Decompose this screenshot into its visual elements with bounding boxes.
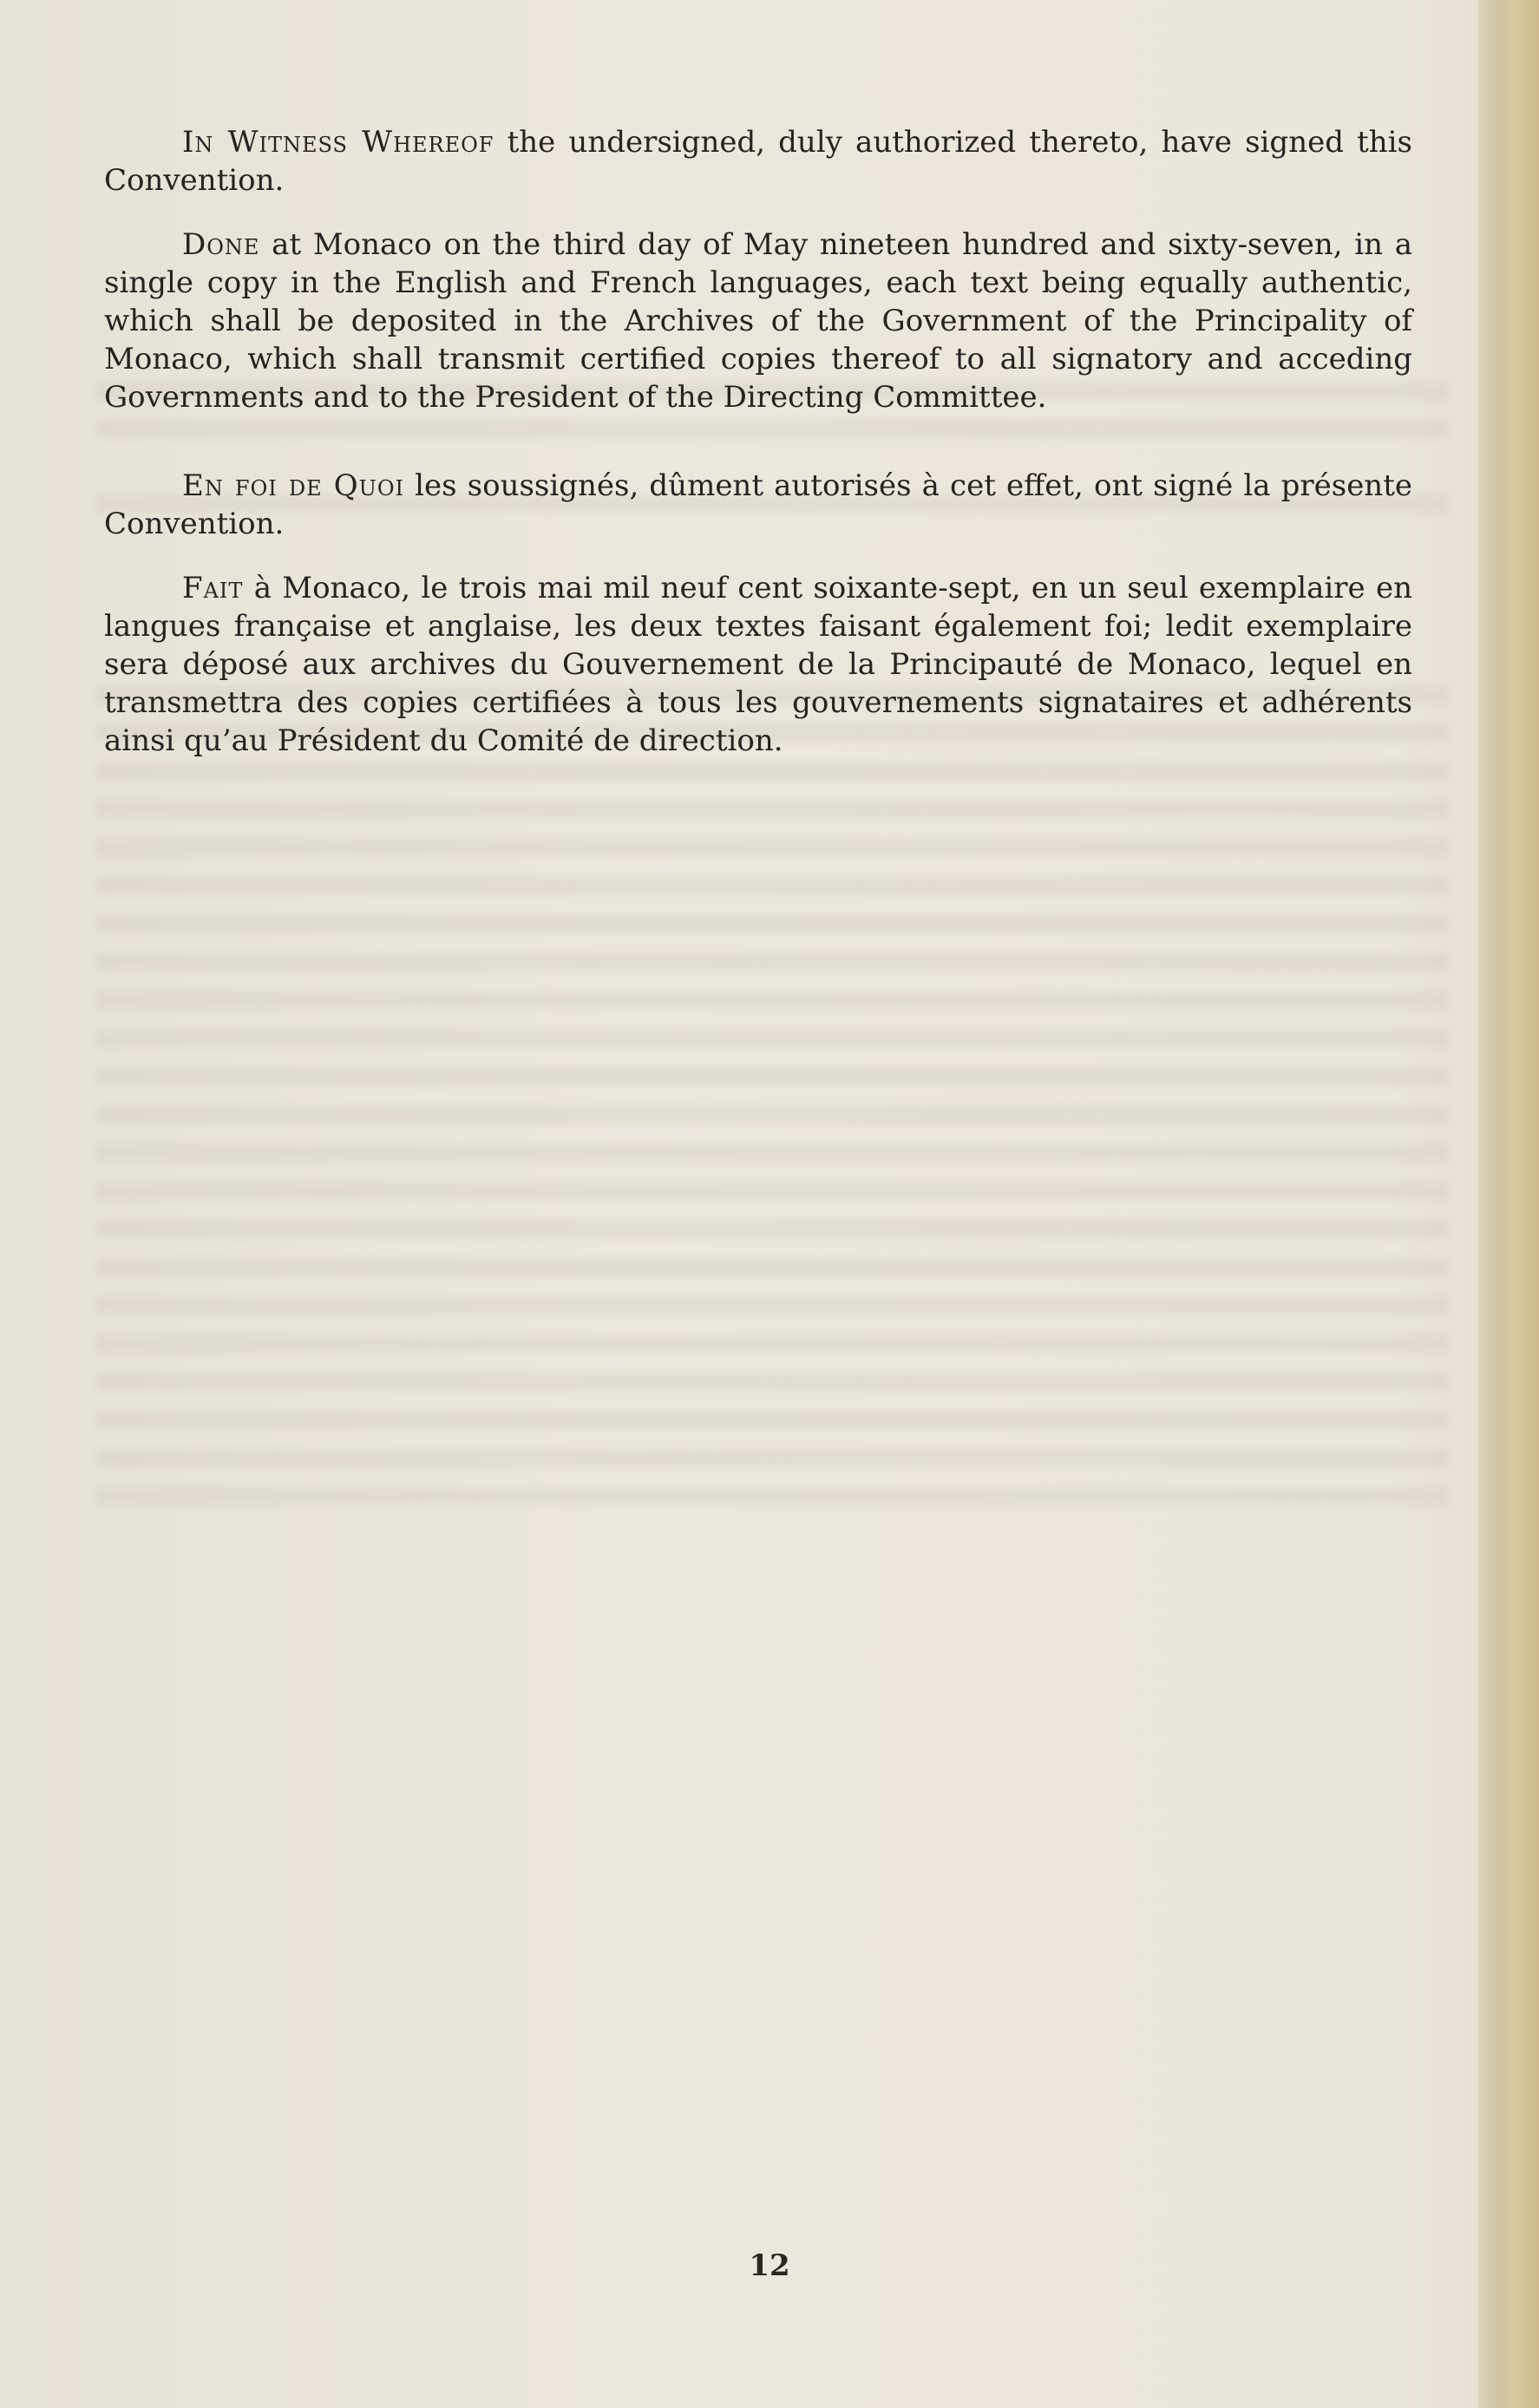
paragraph-lead: Fait <box>182 571 244 605</box>
paragraph-text: at Monaco on the third day of May nineteen hundred and sixty-seven, in a single copy in the English and French languages, each text being equally authentic, which shall be deposited in the Archives of the Government of the Principality of Monaco, which shall transmit certified copies thereof to all signatory and acceding Governments and to the President of the Directing Committee. <box>104 227 1412 415</box>
paragraph-lead: En foi de Quoi <box>182 468 404 503</box>
paragraph-lead: In Witness Whereof <box>182 125 494 160</box>
paragraph-lead: Done <box>182 227 260 262</box>
page-binding-edge <box>1478 0 1539 2408</box>
paragraph-text: les soussignés, dûment autorisés à cet effet, ont signé la présente Convention. <box>104 468 1412 541</box>
paragraph-text: the undersigned, duly authorized thereto, have signed this Convention. <box>104 125 1412 198</box>
document-body <box>104 123 1412 760</box>
paragraph-french-fait <box>104 569 1412 760</box>
paragraph-french-en-foi <box>104 467 1412 543</box>
paragraph-text: à Monaco, le trois mai mil neuf cent soixante-sept, en un seul exemplaire en langues française et anglaise, les deux textes faisant également foi; ledit exemplaire sera déposé aux archives du Gouvernement de la Principauté de Monaco, lequel en transmettra des copies certifiées à tous les gouvernements signataires et adhérents ainsi qu’au Président du Comité de direction. <box>104 571 1412 758</box>
paragraph-english-done <box>104 226 1412 416</box>
paragraph-english-witness <box>104 123 1412 200</box>
page-number: 12 <box>749 2248 790 2283</box>
